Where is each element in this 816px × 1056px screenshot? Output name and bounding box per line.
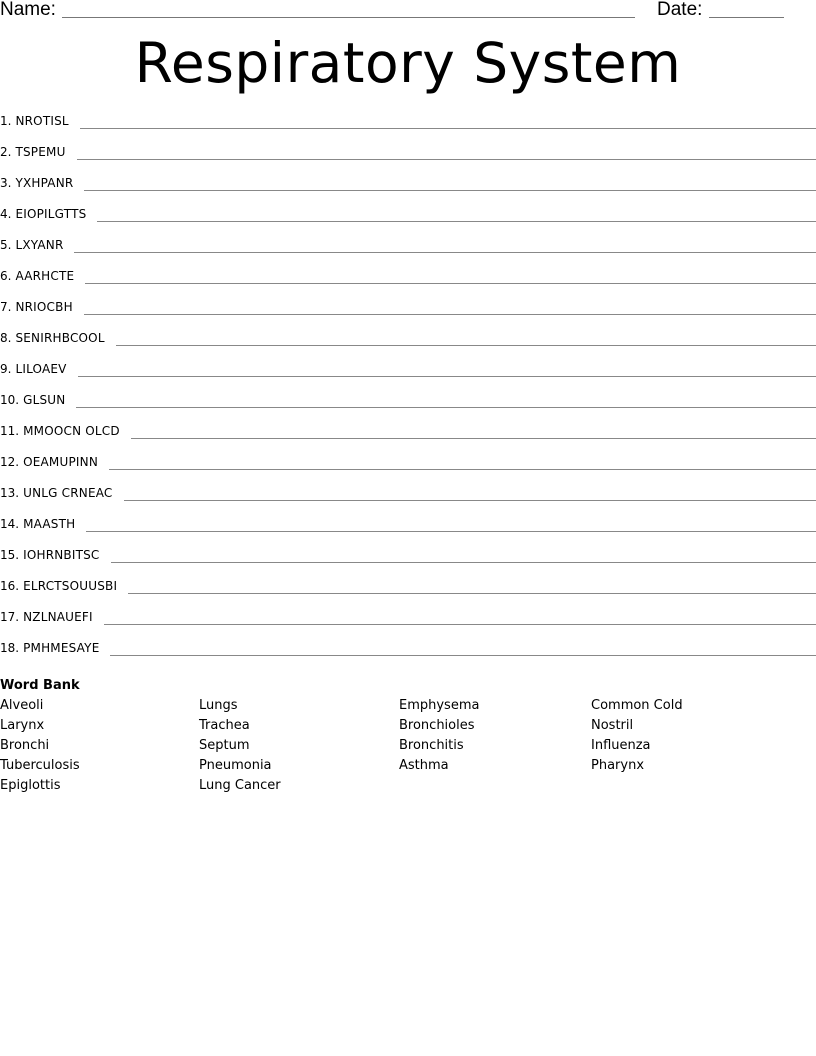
word-bank-item: Septum <box>199 738 250 753</box>
date-input-line[interactable] <box>709 17 784 18</box>
answer-line[interactable] <box>74 252 816 253</box>
answer-line[interactable] <box>124 500 816 501</box>
scramble-row <box>0 204 816 235</box>
word-bank-item: Larynx <box>0 718 45 733</box>
word-bank-item: Common Cold <box>591 698 683 713</box>
scrambled-word: LXYANR <box>15 238 64 252</box>
scramble-row <box>0 545 816 576</box>
scramble-row <box>0 173 816 204</box>
date-label: Date: <box>657 0 703 20</box>
scramble-row <box>0 638 816 669</box>
scrambled-word: GLSUN <box>23 393 66 407</box>
scrambled-word: TSPEMU <box>15 145 66 159</box>
word-bank-item: Trachea <box>199 718 250 733</box>
scramble-number: 2. <box>0 145 12 159</box>
answer-line[interactable] <box>110 655 816 656</box>
word-bank-column <box>399 697 479 777</box>
scramble-row <box>0 235 816 266</box>
scramble-number: 11. <box>0 424 20 438</box>
answer-line[interactable] <box>97 221 816 222</box>
scrambled-word: NZLNAUEFI <box>23 610 93 624</box>
scramble-row <box>0 452 816 483</box>
answer-line[interactable] <box>78 376 816 377</box>
scramble-row <box>0 576 816 607</box>
answer-line[interactable] <box>104 624 816 625</box>
scramble-number: 8. <box>0 331 12 345</box>
word-bank-item: Epiglottis <box>0 778 61 793</box>
word-bank-item: Alveoli <box>0 698 44 713</box>
scramble-row <box>0 421 816 452</box>
word-bank-item: Tuberculosis <box>0 758 80 773</box>
scrambled-word: IOHRNBITSC <box>23 548 100 562</box>
scramble-number: 7. <box>0 300 12 314</box>
word-bank-item: Bronchi <box>0 738 50 753</box>
scrambled-word: SENIRHBCOOL <box>15 331 105 345</box>
scramble-number: 17. <box>0 610 20 624</box>
word-bank-item: Lung Cancer <box>199 778 281 793</box>
scramble-row <box>0 111 816 142</box>
scramble-number: 1. <box>0 114 12 128</box>
scramble-number: 12. <box>0 455 20 469</box>
scramble-number: 9. <box>0 362 12 376</box>
page-title: Respiratory System <box>134 31 682 95</box>
scramble-row <box>0 266 816 297</box>
answer-line[interactable] <box>131 438 816 439</box>
scrambled-word: PMHMESAYE <box>23 641 100 655</box>
scrambled-word: ELRCTSOUUSBI <box>23 579 118 593</box>
scramble-number: 6. <box>0 269 12 283</box>
scramble-row <box>0 514 816 545</box>
answer-line[interactable] <box>85 283 816 284</box>
answer-line[interactable] <box>80 128 816 129</box>
scramble-row <box>0 390 816 421</box>
name-input-line[interactable] <box>62 17 635 18</box>
scrambled-word: MMOOCN OLCD <box>23 424 120 438</box>
word-bank-item: Influenza <box>591 738 651 753</box>
scrambled-word: YXHPANR <box>15 176 74 190</box>
answer-line[interactable] <box>76 407 816 408</box>
word-bank-item: Nostril <box>591 718 634 733</box>
scramble-number: 13. <box>0 486 20 500</box>
scramble-row <box>0 328 816 359</box>
scramble-list <box>0 111 816 669</box>
scrambled-word: NRIOCBH <box>15 300 73 314</box>
answer-line[interactable] <box>77 159 816 160</box>
scrambled-word: AARHCTE <box>15 269 75 283</box>
answer-line[interactable] <box>111 562 816 563</box>
word-bank-item: Asthma <box>399 758 449 773</box>
answer-line[interactable] <box>84 314 816 315</box>
word-bank-column <box>199 697 281 797</box>
word-bank-item: Lungs <box>199 698 238 713</box>
scramble-number: 14. <box>0 517 20 531</box>
answer-line[interactable] <box>84 190 816 191</box>
header-row <box>0 0 816 24</box>
scrambled-word: EIOPILGTTS <box>15 207 87 221</box>
scrambled-word: MAASTH <box>23 517 76 531</box>
scramble-number: 15. <box>0 548 20 562</box>
answer-line[interactable] <box>128 593 816 594</box>
answer-line[interactable] <box>116 345 816 346</box>
scramble-row <box>0 142 816 173</box>
scramble-number: 10. <box>0 393 20 407</box>
word-bank-column <box>591 697 683 777</box>
word-bank-item: Pharynx <box>591 758 645 773</box>
answer-line[interactable] <box>86 531 816 532</box>
word-bank-item: Bronchioles <box>399 718 475 733</box>
word-bank-column <box>0 697 80 797</box>
word-bank-item: Emphysema <box>399 698 480 713</box>
word-bank-title: Word Bank <box>0 678 80 693</box>
scramble-number: 4. <box>0 207 12 221</box>
word-bank-item: Bronchitis <box>399 738 464 753</box>
scramble-row <box>0 359 816 390</box>
scrambled-word: OEAMUPINN <box>23 455 98 469</box>
scramble-row <box>0 607 816 638</box>
scrambled-word: NROTISL <box>15 114 69 128</box>
scramble-row <box>0 297 816 328</box>
answer-line[interactable] <box>109 469 816 470</box>
scramble-number: 18. <box>0 641 20 655</box>
scramble-number: 3. <box>0 176 12 190</box>
scramble-number: 5. <box>0 238 12 252</box>
name-label: Name: <box>0 0 56 20</box>
scrambled-word: UNLG CRNEAC <box>23 486 113 500</box>
scrambled-word: LILOAEV <box>15 362 67 376</box>
scramble-number: 16. <box>0 579 20 593</box>
word-bank-item: Pneumonia <box>199 758 272 773</box>
scramble-row <box>0 483 816 514</box>
